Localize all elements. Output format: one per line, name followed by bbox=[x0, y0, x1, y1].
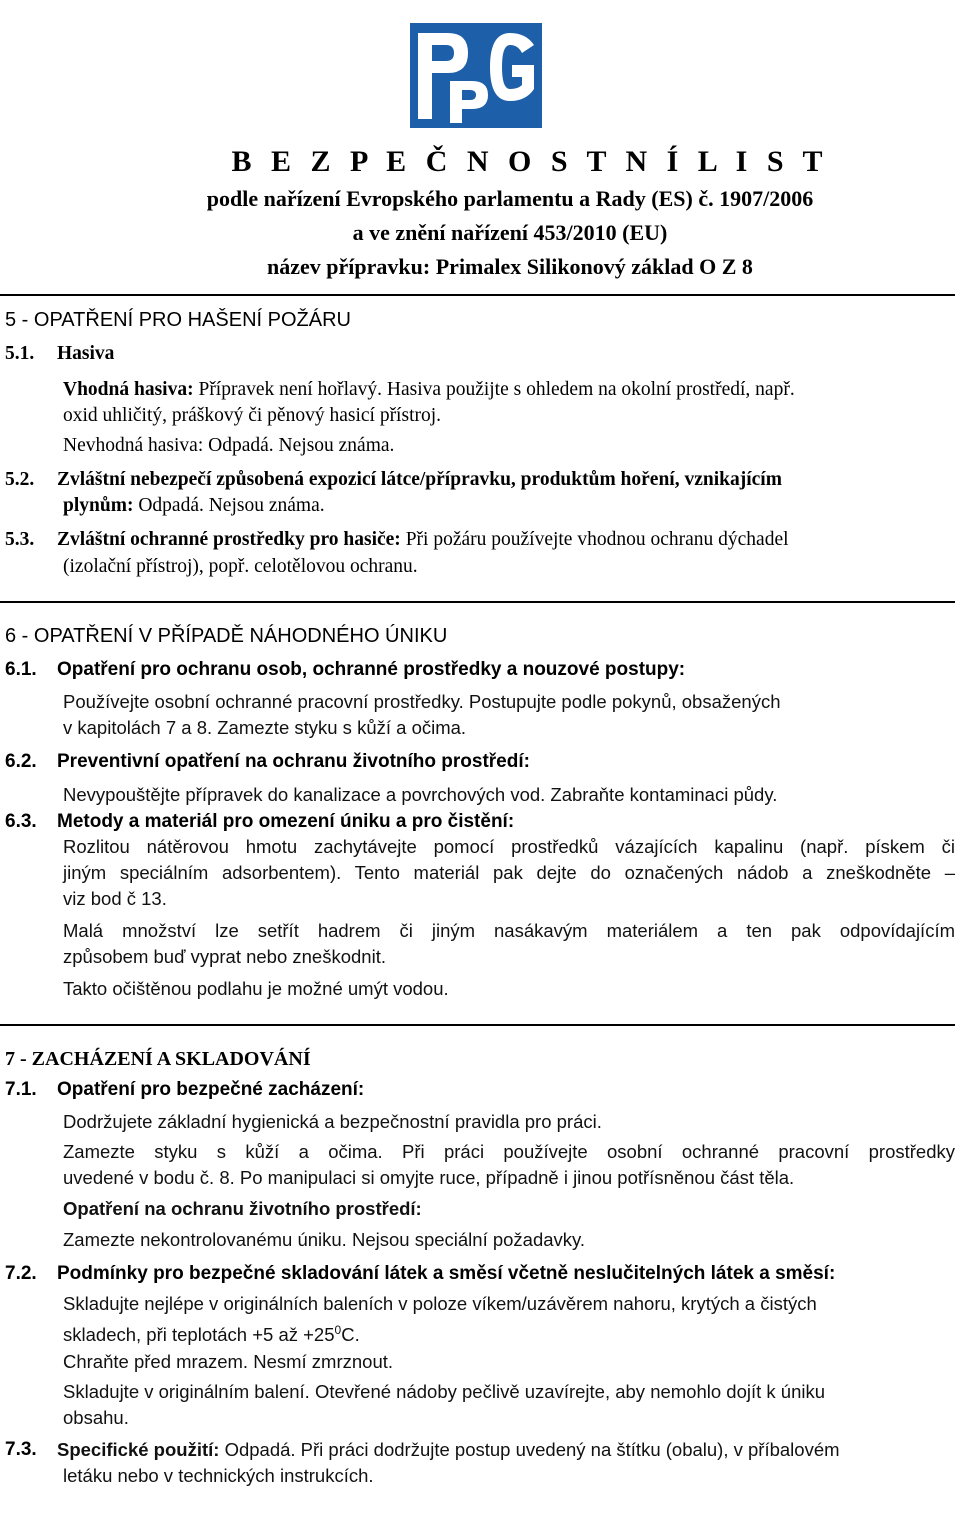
section-5-2-line-2 bbox=[63, 494, 325, 518]
section-5-3-heading: Zvláštní ochranné prostředky pro hasiče: bbox=[57, 529, 401, 550]
document-title: B E Z P E Č N O S T N Í L I S T bbox=[231, 145, 829, 178]
section-6-3-text-1: Rozlitou nátěrovou hmotu zachytávejte pomocí prostředků vázajících kapalinu (např. pískem či bbox=[63, 836, 955, 857]
section-7-2-text-4: Skladujte v originálním balení. Otevřené nádoby pečlivě uzavírejte, aby nemohlo dojít k úniku bbox=[63, 1381, 826, 1402]
section-6-3-heading: Metody a materiál pro omezení úniku a pro čistění: bbox=[57, 811, 515, 832]
section-7-2-text-2 bbox=[63, 1318, 360, 1347]
divider bbox=[0, 1024, 955, 1026]
section-7-2-heading: Podmínky pro bezpečné skladování látek a směsí včetně neslučitelných látek a směsí: bbox=[57, 1263, 836, 1284]
section-7-2-number: 7.2. bbox=[5, 1263, 37, 1284]
section-7-1-text-1: Dodržujete základní hygienická a bezpečnostní pravidla pro práci. bbox=[63, 1111, 602, 1132]
suitable-media-label: Vhodná hasiva: bbox=[63, 379, 194, 400]
section-5-1-number: 5.1. bbox=[5, 343, 35, 364]
environment-heading: Opatření na ochranu životního prostředí: bbox=[63, 1198, 422, 1219]
section-6-2-text: Nevypouštějte přípravek do kanalizace a povrchových vod. Zabraňte kontaminaci půdy. bbox=[63, 784, 778, 805]
section-7-2-text-5: obsahu. bbox=[63, 1407, 129, 1428]
section-7-1-heading: Opatření pro bezpečné zacházení: bbox=[57, 1079, 365, 1100]
section-7-2-text-1: Skladujte nejlépe v originálních baleních v poloze víkem/uzávěrem nahoru, krytých a čistých bbox=[63, 1293, 817, 1314]
section-7-1-text-2: Zamezte styku s kůží a očima. Při práci používejte osobní ochranné pracovní prostředky bbox=[63, 1141, 955, 1162]
section-6-3-text-6: Takto očištěnou podlahu je možné umýt vodou. bbox=[63, 978, 449, 999]
section-6-3-number: 6.3. bbox=[5, 811, 37, 832]
section-6-1-number: 6.1. bbox=[5, 659, 37, 680]
section-6-1-heading: Opatření pro ochranu osob, ochranné prostředky a nouzové postupy: bbox=[57, 659, 686, 680]
amendment-line: a ve znění nařízení 453/2010 (EU) bbox=[352, 220, 668, 245]
unsuitable-media-text: Odpadá. Nejsou známa. bbox=[208, 435, 395, 456]
section-5-1-heading: Hasiva bbox=[57, 343, 115, 364]
section-5-3-text-2: (izolační přístroj), popř. celotělovou ochranu. bbox=[63, 556, 418, 577]
section-5-2-heading: Zvláštní nebezpečí způsobená expozicí látce/přípravku, produktům hoření, vznikajícím bbox=[57, 469, 782, 490]
ppg-logo bbox=[410, 23, 542, 128]
ppg-logo-mark bbox=[410, 23, 542, 128]
suitable-media-line bbox=[63, 378, 795, 402]
unsuitable-media-label: Nevhodná hasiva: bbox=[63, 435, 204, 456]
section-6-2-number: 6.2. bbox=[5, 751, 37, 772]
section-6-2-heading: Preventivní opatření na ochranu životního prostředí: bbox=[57, 751, 530, 772]
section-7-2-text-3: Chraňte před mrazem. Nesmí zmrznout. bbox=[63, 1351, 394, 1372]
section-6-3-text-4: Malá množství lze setřít hadrem či jiným nasákavým materiálem a ten pak odpovídajícím bbox=[63, 920, 955, 941]
environment-text: Zamezte nekontrolovanému úniku. Nejsou speciální požadavky. bbox=[63, 1229, 586, 1250]
section-6-1-text-1: Používejte osobní ochranné pracovní prostředky. Postupujte podle pokynů, obsažených bbox=[63, 691, 781, 712]
storage-temp-unit: C. bbox=[341, 1324, 360, 1346]
section-5-3-text: Při požáru používejte vhodnou ochranu dýchadel bbox=[405, 529, 789, 550]
storage-temp-text: skladech, při teplotách +5 až +25 bbox=[63, 1324, 335, 1346]
section-6-1-text-2: v kapitolách 7 a 8. Zamezte styku s kůží a očima. bbox=[63, 717, 467, 738]
section-5-3-line bbox=[57, 528, 789, 552]
section-7-title: 7 - ZACHÁZENÍ A SKLADOVÁNÍ bbox=[5, 1048, 311, 1070]
section-7-3-number: 7.3. bbox=[5, 1439, 37, 1460]
section-5-2-text: Odpadá. Nejsou známa. bbox=[138, 495, 325, 516]
section-5-title: 5 - OPATŘENÍ PRO HAŠENÍ POŽÁRU bbox=[5, 309, 351, 331]
product-name-label: název přípravku: bbox=[267, 254, 431, 279]
section-7-3-line bbox=[57, 1438, 840, 1462]
section-6-3-text-5: způsobem buď vyprat nebo zneškodnit. bbox=[63, 946, 386, 967]
divider bbox=[0, 601, 955, 603]
unsuitable-media-line bbox=[63, 434, 394, 458]
section-7-3-heading: Specifické použití: bbox=[57, 1439, 220, 1460]
section-7-1-text-3: uvedené v bodu č. 8. Po manipulaci si omyjte ruce, případně i jinou potřísněnou část těla. bbox=[63, 1167, 795, 1188]
section-6-3-text-3: viz bod č 13. bbox=[63, 888, 167, 909]
section-7-1-number: 7.1. bbox=[5, 1079, 37, 1100]
divider bbox=[0, 294, 955, 296]
product-name-line bbox=[30, 254, 960, 280]
section-7-3-text: Odpadá. Při práci dodržujte postup uvedený na štítku (obalu), v příbalovém bbox=[224, 1439, 840, 1460]
section-5-2-heading-cont: plynům: bbox=[63, 495, 134, 516]
section-5-2-number: 5.2. bbox=[5, 469, 35, 490]
storage-temp-degree: 0 bbox=[334, 1323, 342, 1337]
section-6-3-text-2: jiným speciálním adsorbentem). Tento materiál pak dejte do označených nádob a zneškodněte – bbox=[63, 862, 955, 883]
section-5-3-number: 5.3. bbox=[5, 529, 35, 550]
suitable-media-text-2: oxid uhličitý, práškový či pěnový hasicí přístroj. bbox=[63, 405, 442, 426]
section-7-3-text-2: letáku nebo v technických instrukcích. bbox=[63, 1465, 374, 1486]
regulation-line: podle nařízení Evropského parlamentu a Rady (ES) č. 1907/2006 bbox=[206, 186, 814, 211]
product-name-value: Primalex Silikonový základ O Z 8 bbox=[435, 254, 753, 279]
section-6-title: 6 - OPATŘENÍ V PŘÍPADĚ NÁHODNÉHO ÚNIKU bbox=[5, 625, 448, 647]
suitable-media-text: Přípravek není hořlavý. Hasiva použijte s ohledem na okolní prostředí, např. bbox=[198, 379, 795, 400]
